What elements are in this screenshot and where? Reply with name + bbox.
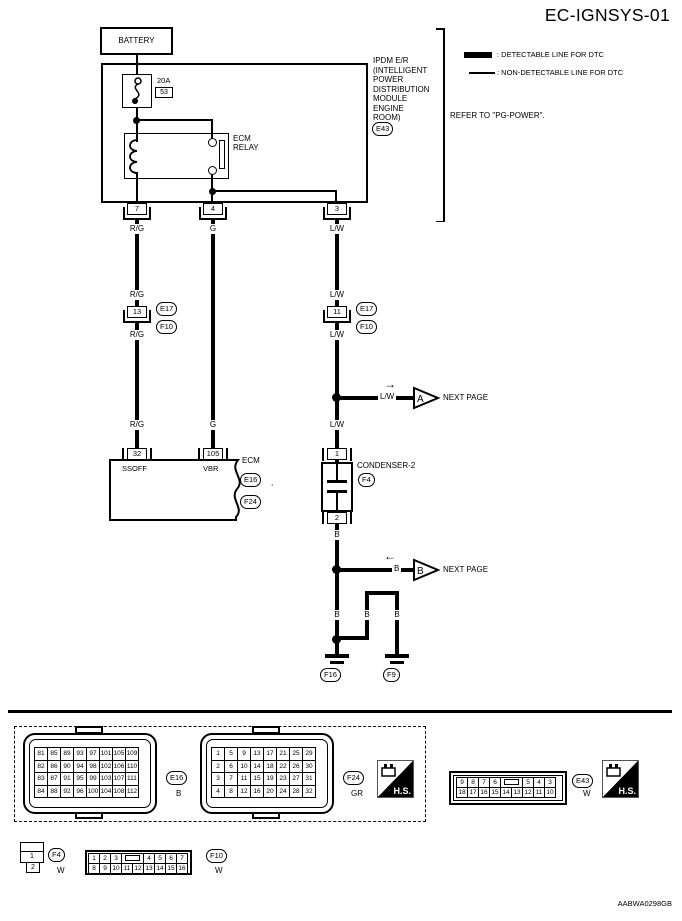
signal-ssoff: SSOFF [122, 464, 148, 473]
ref-separator: , [271, 478, 274, 487]
condenser-box [321, 462, 353, 512]
footer-code: AABWA0298GB [617, 899, 672, 908]
pin105-bracket-left [198, 448, 200, 461]
wire-label-lw: L/W [380, 392, 395, 401]
battery-box [100, 27, 173, 55]
refer-note: REFER TO "PG-POWER". [450, 111, 545, 120]
section-divider [8, 710, 672, 713]
relay-name-line2: RELAY [233, 143, 259, 152]
connector-grid-e43: 9 8 7 6 5 4 3 18 17 16 15 14 13 12 11 10 [456, 777, 556, 798]
ref-oval-f4: F4 [358, 473, 375, 487]
ref-oval-f16: F16 [320, 668, 341, 682]
junction-dot [332, 565, 341, 574]
connector-probe-icon [380, 763, 398, 777]
condenser-pin-2: 2 [327, 512, 347, 524]
flow-arrow-right-icon: → [384, 377, 396, 391]
ref-oval-f4: F4 [48, 848, 65, 862]
wire-label-rg: R/G [129, 330, 145, 339]
ref-oval-e16: E16 [166, 771, 187, 785]
ground-icon [330, 661, 344, 664]
pin2-bracket-left [322, 511, 324, 524]
wire-label-b: B [364, 610, 370, 619]
relay-contact-top [208, 138, 217, 147]
wire-label-g: G [209, 224, 217, 233]
pin1-bracket-left [322, 448, 324, 461]
connector-color-f4: W [57, 866, 65, 875]
connector-grid-e16: 81 85 89 93 97 101 105 109 82 86 90 94 98 102 106 110 83 87 91 95 99 103 107 111 84 88 92 96 100 104 108 112 [34, 747, 139, 798]
hs-icon: H.S. [602, 760, 639, 798]
wire-label-b: B [334, 530, 340, 539]
ref-oval-e17: E17 [156, 302, 177, 316]
connector-grid-f24: 1 5 9 13 17 21 25 29 2 6 10 14 18 22 26 30 3 7 11 15 19 23 27 31 4 8 12 16 20 24 28 32 [211, 747, 316, 798]
pin1-bracket-right [350, 448, 352, 461]
ref-oval-f10: F10 [156, 320, 177, 334]
wire-label-rg: R/G [129, 420, 145, 429]
connector-color-e43: W [583, 789, 591, 798]
branch-line-a [337, 396, 413, 400]
connector-color-e16: B [176, 789, 182, 798]
pin-4: 4 [203, 203, 223, 215]
wire-label-lw: L/W [329, 420, 345, 429]
connector-color-f24: GR [351, 789, 363, 798]
condenser-pin-1: 1 [327, 448, 347, 460]
junction-dot [332, 635, 341, 644]
branch-line-b [337, 568, 413, 572]
ecm-name: ECM [242, 456, 260, 465]
ground-icon [325, 654, 349, 658]
inline-connector-13: 13 [127, 306, 147, 318]
inline-connector-11: 11 [327, 306, 347, 318]
wire-label-rg: R/G [129, 224, 145, 233]
hs-icon: H.S. [377, 760, 414, 798]
relay-name-line1: ECM [233, 134, 251, 143]
pin105-bracket-right [226, 448, 228, 461]
ipdm-bracket [443, 28, 445, 222]
wire-lw-b-right [335, 220, 339, 654]
fuse-icon [122, 74, 152, 108]
ref-oval-f10: F10 [206, 849, 227, 863]
pin32-bracket-right [150, 448, 152, 461]
connector-probe-icon [605, 763, 623, 777]
ref-oval-e17: E17 [356, 302, 377, 316]
pin-3: 3 [327, 203, 347, 215]
pin-7: 7 [127, 203, 147, 215]
junction-dot [332, 393, 341, 402]
capacitor-plate-icon [327, 480, 347, 483]
flow-arrow-left-icon: ← [384, 549, 396, 563]
pin2-bracket-right [350, 511, 352, 524]
ipdm-name-block: IPDM E/R (INTELLIGENT POWER DISTRIBUTION MODULE ENGINE ROOM) [373, 56, 430, 122]
fuse-branch-line [136, 119, 213, 121]
wire-g-middle [211, 220, 215, 448]
legend-detectable-label: : DETECTABLE LINE FOR DTC [497, 50, 604, 59]
relay-armature-bar [219, 140, 225, 169]
ground-icon [385, 654, 409, 658]
ecm-pin-105: 105 [203, 448, 223, 460]
next-page-triangle-b [412, 558, 440, 582]
ref-oval-f24: F24 [343, 771, 364, 785]
wire-label-b: B [394, 564, 400, 573]
svg-text:A: A [417, 394, 424, 405]
wire-label-rg: R/G [129, 290, 145, 299]
ipdm-bracket-tick-top [436, 28, 444, 30]
legend-thin-line-icon [469, 72, 495, 74]
next-page-label: NEXT PAGE [443, 393, 489, 402]
ref-oval-e16: E16 [240, 473, 261, 487]
legend-non-detectable-label: : NON-DETECTABLE LINE FOR DTC [497, 68, 624, 77]
ground-icon [390, 661, 404, 664]
wire-label-b: B [334, 610, 340, 619]
ref-oval-e43: E43 [372, 122, 393, 136]
next-page-label: NEXT PAGE [443, 565, 489, 574]
relay-coil-icon [123, 140, 145, 173]
page-title: EC-IGNSYS-01 [544, 5, 670, 25]
ref-oval-e43: E43 [572, 774, 593, 788]
relay-output-branch-line [211, 190, 337, 192]
fuse-rating: 20A [157, 76, 171, 85]
battery-label: BATTERY [118, 36, 155, 45]
wire-label-b: B [394, 610, 400, 619]
f4-pin-1: 1 [20, 851, 44, 863]
wire-label-lw: L/W [329, 224, 345, 233]
ref-oval-f24: F24 [240, 495, 261, 509]
ecm-pin-32: 32 [127, 448, 147, 460]
svg-text:B: B [417, 566, 424, 577]
fuse-number: 53 [155, 87, 173, 98]
condenser-name: CONDENSER-2 [357, 461, 416, 470]
connector-grid-f10: 1 2 3 4 5 6 7 8 9 10 11 12 13 14 15 16 [88, 853, 188, 874]
legend-thick-line-icon [464, 52, 492, 58]
wire-label-lw: L/W [329, 290, 345, 299]
connector-color-f10: W [215, 866, 223, 875]
ipdm-bracket-tick-bottom [436, 221, 444, 223]
f4-pin-2: 2 [26, 862, 40, 873]
bridge-bar [365, 591, 399, 595]
pin32-bracket-left [122, 448, 124, 461]
bridge-leg-right [395, 591, 399, 654]
next-page-triangle-a [412, 386, 440, 410]
ref-oval-f10: F10 [356, 320, 377, 334]
signal-vbr: VBR [203, 464, 219, 473]
ref-oval-f9: F9 [383, 668, 400, 682]
wire-label-g: G [209, 420, 217, 429]
relay-contact-bottom [208, 166, 217, 175]
bridge-elbow [337, 636, 369, 640]
wire-label-lw: L/W [329, 330, 345, 339]
